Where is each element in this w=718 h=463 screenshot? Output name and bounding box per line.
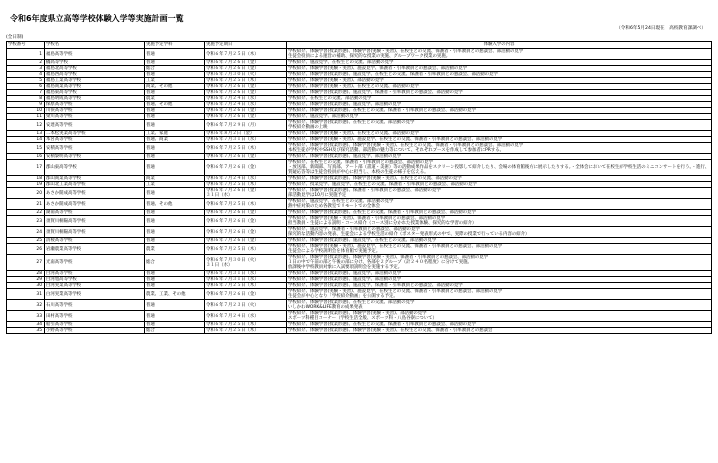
cell-school-number: 3 <box>7 66 45 72</box>
cell-school-number: 33 <box>7 311 45 322</box>
cell-content: 学校紹介、体験学習(授業形態)、保護者・引率教員との懇談会、部活動の見学 部活動見学は10月に実施予定 <box>287 188 712 199</box>
as-of-note: （令和6年5月24日現在 高校教育課調べ） <box>616 26 706 31</box>
table-row <box>7 216 712 227</box>
cell-department: 普通 <box>145 277 205 283</box>
cell-school-number: 6 <box>7 84 45 90</box>
cell-content: 学校紹介、体験学習(授業形態)、体験学習(実験・実習)、在校生との交流、保護者・引率教員との懇談会、部活動の見学 生徒会役員による運営の補助、探究的な授業の実施、グループワーク授業の実施。 <box>287 49 712 60</box>
cell-content: 学校紹介、体験学習(実験・実習)、施設見学、在校生との交流、保護者・引率教員との懇談会、部活動の見学 <box>287 137 712 143</box>
table-row <box>7 199 712 210</box>
cell-department: 普通 <box>145 72 205 78</box>
cell-date: 令和６年７月２６日（金） <box>205 66 287 72</box>
cell-department: 普通 <box>145 238 205 244</box>
cell-content: 学校紹介、施設見学、保護者・引率教員との懇談会、部活動の見学 探究的な活動内容の発表、生徒会による学校生活の紹介（ポスター発表形式の中で、実際の授業で行っている内容の紹介） <box>287 227 712 238</box>
table-row <box>7 188 712 199</box>
cell-content: 学校紹介、体験学習(授業形態)、施設見学、部活動の見学 <box>287 271 712 277</box>
table-row <box>7 289 712 300</box>
cell-school-name: 福島高等学校 <box>45 49 145 60</box>
cell-date: 令和６年７月２６日（金） <box>205 289 287 300</box>
cell-school-name: 石川高等学校 <box>45 300 145 311</box>
cell-department: 普通 <box>145 143 205 154</box>
cell-date: 令和６年７月２５日（木） <box>205 283 287 289</box>
cell-school-number: 22 <box>7 210 45 216</box>
cell-school-name: 清稜高等学校 <box>45 238 145 244</box>
table-row <box>7 227 712 238</box>
cell-school-number: 1 <box>7 49 45 60</box>
cell-content: 学校紹介、体験学習(授業形態)、在校生との交流、保護者・引率教員との懇談会、部活動の見学 <box>287 108 712 114</box>
cell-content: 学校紹介、体験学習(授業形態)、在校生との交流、部活動の見学 学校紹介動画の上映 <box>287 120 712 131</box>
cell-school-number: 17 <box>7 160 45 176</box>
cell-date: 令和６年７月２６日（金） <box>205 227 287 238</box>
cell-date: 令和６年７月２６日（金） <box>205 154 287 160</box>
cell-school-number: 4 <box>7 72 45 78</box>
cell-department: 普通 <box>145 283 205 289</box>
cell-school-name: 岩瀬農業高等学校 <box>45 244 145 255</box>
cell-date: 令和６年７月２５日（木） <box>205 199 287 210</box>
cell-school-name: 郡山商業高等学校 <box>45 176 145 182</box>
cell-school-name: 船引高等学校 <box>45 322 145 328</box>
cell-content: 学校紹介、体験学習(授業形態)、体験学習(実験・実習)、部活動の見学 スポーツ科種目コーナー（学校生活全般、スポーツ科・八島谷寮について） <box>287 311 712 322</box>
cell-content: 学校紹介、体験学習(実験・実習)、部活動の見学 <box>287 78 712 84</box>
cell-school-number: 29 <box>7 277 45 283</box>
table-row <box>7 311 712 322</box>
cell-department: 普通 <box>145 216 205 227</box>
cell-school-number: 8 <box>7 96 45 102</box>
cell-school-name: 本宮高等学校 <box>45 137 145 143</box>
cell-date: 令和６年７月２４日（水） <box>205 311 287 322</box>
cell-school-number: 7 <box>7 90 45 96</box>
cell-school-name: 福島商業高等学校 <box>45 84 145 90</box>
cell-school-number: 24 <box>7 227 45 238</box>
cell-date: 令和６年７月２６日（金） <box>205 60 287 66</box>
cell-school-number: 15 <box>7 143 45 154</box>
cell-content: 学校紹介、体験学習(実験・実習)、在校生との交流、部活動の見学 <box>287 84 712 90</box>
cell-date: 令和６年７月２９日（月） <box>205 120 287 131</box>
cell-content: 学校紹介、体験学習(授業形態)、体験学習(実験・実習)、在校生との交流、保護者・引率教員との懇談会、部活動の見学 本校生徒が学校やSSH及び探究活動、部活動の魅力等について、それぞれブースを作成して参加者にPRする。 <box>287 143 712 154</box>
cell-department: 工業、家庭 <box>145 131 205 137</box>
cell-department: 普通 <box>145 154 205 160</box>
cell-department: 工業 <box>145 182 205 188</box>
cell-school-name: 福島西高等学校 <box>45 72 145 78</box>
cell-date: 令和６年７月２５日（木） <box>205 322 287 328</box>
cell-date: 令和６年７月３０日（火） ３１日（水） <box>205 255 287 271</box>
cell-department: 普通、その他 <box>145 102 205 108</box>
cell-content: 学校紹介、施設見学、部活動の見学 <box>287 114 712 120</box>
cell-content: 学校紹介、在校生との交流、部活動の見学 <box>287 96 712 102</box>
cell-content: 学校紹介、体験学習(授業形態)、在校生との交流、保護者・引率教員との懇談会、部活動の見学 <box>287 210 712 216</box>
cell-content: 学校紹介、授業見学、施設見学、在校生との交流、保護者・引率教員との懇談会、部活動の見学 <box>287 182 712 188</box>
table-row <box>7 143 712 154</box>
cell-school-name: 郡山東高等学校 <box>45 160 145 176</box>
cell-department: 普通、商業 <box>145 137 205 143</box>
cell-school-number: 26 <box>7 244 45 255</box>
cell-school-name: 福島北高等学校 <box>45 66 145 72</box>
cell-date: 令和６年７月２５日（木） <box>205 49 287 60</box>
cell-content: 学校紹介、施設見学、在校生との交流、部活動の見学 <box>287 60 712 66</box>
cell-school-number: 27 <box>7 255 45 271</box>
header-row <box>7 42 712 49</box>
table-row <box>7 255 712 271</box>
page-title: 令和6年度県立高等学校体験入学等実施計画一覧 <box>10 14 184 23</box>
cell-department: 普通 <box>145 227 205 238</box>
cell-school-number: 13 <box>7 131 45 137</box>
cell-school-name: 梁川高等学校 <box>45 114 145 120</box>
cell-school-number: 23 <box>7 216 45 227</box>
cell-department: 普通 <box>145 108 205 114</box>
table-row <box>7 244 712 255</box>
cell-school-name: 小野高等学校 <box>45 328 145 334</box>
header-no: 学校番号 <box>7 42 45 49</box>
cell-school-name: 福島工業高等学校 <box>45 78 145 84</box>
table-row <box>7 120 712 131</box>
cell-school-name: 安積高等学校 <box>45 143 145 154</box>
table-row <box>7 300 712 311</box>
cell-school-name: 橘高等学校 <box>45 60 145 66</box>
cell-content: 学校紹介、体験学習(授業形態)、施設見学、在校生との交流、部活動の見学 <box>287 238 712 244</box>
cell-content: 学校紹介、体験学習(実験・実習)、保護者・引率教員との懇談会、部活動の見学 担当教員・生徒による説明・コース紹介（コース別に分かれた授業体験、探究的な学習の紹介） <box>287 216 712 227</box>
cell-department: 工業 <box>145 78 205 84</box>
cell-school-number: 10 <box>7 108 45 114</box>
cell-school-name: 須賀川桐陽高等学校 <box>45 216 145 227</box>
cell-school-name: 須賀川桐陽高等学校 <box>45 227 145 238</box>
cell-school-number: 25 <box>7 238 45 244</box>
plan-table <box>6 41 712 334</box>
cell-school-number: 5 <box>7 78 45 84</box>
cell-date: 令和６年７月２６日（金） <box>205 216 287 227</box>
cell-date: 令和６年７月３１日（水） <box>205 277 287 283</box>
cell-department: 総合 <box>145 328 205 334</box>
cell-date: 令和６年７月２４日（水） <box>205 102 287 108</box>
header-date: 実施予定期日 <box>205 42 287 49</box>
table-row <box>7 328 712 334</box>
cell-school-name: あさか開成高等学校 <box>45 188 145 199</box>
cell-school-name: 福島明成高等学校 <box>45 96 145 102</box>
cell-school-name: 白河高等学校 <box>45 271 145 277</box>
cell-department: 普通、その他 <box>145 199 205 210</box>
cell-school-number: 2 <box>7 60 45 66</box>
cell-school-number: 9 <box>7 102 45 108</box>
cell-school-name: 保原高等学校 <box>45 102 145 108</box>
cell-school-name: 郡山北工業高等学校 <box>45 182 145 188</box>
cell-department: 普通 <box>145 160 205 176</box>
cell-school-name: 安積黎明高等学校 <box>45 154 145 160</box>
header-school: 学校名 <box>45 42 145 49</box>
cell-department: 普通 <box>145 49 205 60</box>
cell-content: 学校紹介、体験学習(授業形態)、体験学習(実験・実習)、在校生との交流、部活動の見学 <box>287 176 712 182</box>
cell-school-number: 28 <box>7 271 45 277</box>
cell-content: 学校紹介、体験学習(授業形態)、施設見学、部活動の見学 <box>287 102 712 108</box>
cell-department: 普通 <box>145 114 205 120</box>
cell-content: 学校紹介、体験学習(授業形態)、在校生との交流、保護者・引率教員との懇談会、部活動の見学 <box>287 322 712 328</box>
cell-content: 学校紹介、在校生との交流、保護者・引率教員との懇談会、部活動の見学 ・放送部、新聞部、写真部、アート部（書道・美術）等の活動成果作品をスクリーン投影して紹介したり、会場の体育館後方に展示したりする。・全体会において在校生が学校生活のミニコンサートを行う。・進行、質疑応答等は生徒会役員が中心に担当し、本校の生徒の様子を伝える。 <box>287 160 712 176</box>
cell-school-name: 光南高等学校 <box>45 255 145 271</box>
cell-school-number: 30 <box>7 283 45 289</box>
cell-school-number: 18 <box>7 176 45 182</box>
cell-department: 商業 <box>145 176 205 182</box>
cell-date: 令和６年７月２４日（水） <box>205 96 287 102</box>
cell-school-name: 白河旭高等学校 <box>45 277 145 283</box>
cell-school-number: 31 <box>7 289 45 300</box>
cell-department: 総合 <box>145 255 205 271</box>
cell-department: 普通 <box>145 311 205 322</box>
cell-department: 普通 <box>145 271 205 277</box>
cell-date: 令和６年７月２５日（木） <box>205 244 287 255</box>
cell-school-name: 川俣高等学校 <box>45 108 145 114</box>
cell-date: 令和６年７月３１日（水） <box>205 271 287 277</box>
cell-content: 学校紹介、体験学習(授業形態)、体験学習(実験・実習)、在校生との交流、保護者・引率教員との懇談会 <box>287 328 712 334</box>
cell-school-number: 20 <box>7 188 45 199</box>
cell-school-number: 19 <box>7 182 45 188</box>
cell-department: 普通 <box>145 300 205 311</box>
cell-date: 令和６年７月２５日（木） <box>205 328 287 334</box>
cell-content: 学校紹介、体験学習(授業形態)、施設見学、在校生との交流、保護者・引率教員との懇談会、部活動の見学 <box>287 72 712 78</box>
cell-department: 普通 <box>145 90 205 96</box>
cell-school-name: あさか開成高等学校 <box>45 199 145 210</box>
cell-department: 農業 <box>145 244 205 255</box>
cell-school-number: 14 <box>7 137 45 143</box>
cell-school-name: 白河実業高等学校 <box>45 283 145 289</box>
cell-school-name: 安達高等学校 <box>45 120 145 131</box>
cell-date: 令和６年７月３０日（火） <box>205 72 287 78</box>
cell-school-name: 二本松実業高等学校 <box>45 131 145 137</box>
cell-department: 普通 <box>145 60 205 66</box>
cell-date: 令和６年７月２６日（金） ３１日（水） <box>205 188 287 199</box>
cell-content: 学校紹介、体験学習(授業形態)、施設見学、保護者・引率教員との懇談会、部活動の見学 <box>287 283 712 289</box>
cell-content: 学校紹介、体験学習(授業形態)、施設見学、保護者・引率教員との懇談会、部活動の見学 <box>287 90 712 96</box>
header-dept: 実施予定学科 <box>145 42 205 49</box>
cell-date: 令和６年７月２５日（木） <box>205 182 287 188</box>
cell-content: 学校紹介、体験学習(実験・実習)、施設見学、在校生との交流、保護者・引率教員との懇談会、部活動の見学 生徒会が中心となり「学校紹介動画」を公開する予定。 <box>287 289 712 300</box>
cell-school-number: 11 <box>7 114 45 120</box>
cell-content: 学校紹介、体験学習(実験・実習)、在校生との交流、部活動の見学 <box>287 131 712 137</box>
cell-department: 普通 <box>145 120 205 131</box>
cell-date: 令和６年７月２６日（金） <box>205 238 287 244</box>
cell-department: 農業、工業、その他 <box>145 289 205 300</box>
cell-content: 学校紹介、体験学習(実験・実習)、施設見学、保護者・引率教員との懇談会、部活動の見学 <box>287 66 712 72</box>
table-row <box>7 49 712 60</box>
cell-date: 令和６年７月２６日（金） <box>205 108 287 114</box>
cell-school-number: 21 <box>7 199 45 210</box>
cell-school-name: 福島東高等学校 <box>45 90 145 96</box>
cell-date: 令和６年７月２６日（金） <box>205 90 287 96</box>
cell-department: 普通 <box>145 210 205 216</box>
cell-school-name: 湖南高等学校 <box>45 210 145 216</box>
cell-department: 総合 <box>145 66 205 72</box>
scope-label: (全日制) <box>6 35 24 40</box>
cell-department: 普通 <box>145 322 205 328</box>
table-body <box>7 49 712 334</box>
cell-department: 普通 <box>145 188 205 199</box>
cell-date: 令和６年７月２５日（木） <box>205 78 287 84</box>
cell-content: 学校紹介、体験学習(授業形態)、施設見学、部活動の見学 <box>287 277 712 283</box>
cell-school-number: 16 <box>7 154 45 160</box>
cell-content: 学校紹介、施設見学、在校生との交流、部活動の見学 熱中症対策のため各教室でリモートでの全体会 <box>287 199 712 210</box>
cell-date: 令和６年７月２６日（金） <box>205 160 287 176</box>
cell-department: 商業、その他 <box>145 84 205 90</box>
table-row <box>7 160 712 176</box>
cell-date: 令和６年７月２６日（金） <box>205 84 287 90</box>
cell-date: 令和６年７月３１日（水） <box>205 137 287 143</box>
cell-school-number: 32 <box>7 300 45 311</box>
cell-school-number: 12 <box>7 120 45 131</box>
cell-date: 令和６年７月２４日（水） <box>205 176 287 182</box>
cell-date: 令和６年７月２３日（火） <box>205 300 287 311</box>
cell-school-name: 白河実業高等学校 <box>45 289 145 300</box>
cell-content: 学校紹介、体験学習(授業形態)、在校生との交流、部活動の見学 いしかわWORK&LIFE教育の成果発表 <box>287 300 712 311</box>
cell-date: 令和６年７月２６日（金） <box>205 114 287 120</box>
cell-content: 学校紹介、体験学習(授業形態)、体験学習(実験・実習)、保護者・引率教員との懇談会、部活動の見学 １日の中で午前の部と午後の部に分け、各部を２グループ（計２４０名程度）に分けて実施。 放課後中学校教員対象に入試要項説明会を実施する予定。 <box>287 255 712 271</box>
cell-department: 農業 <box>145 96 205 102</box>
cell-content: 学校紹介、体験学習(実験・実習)、施設見学、在校生との交流、保護者・引率教員との懇談会、部活動の見学 生徒会による学校説明会を体育館で実施予定。 <box>287 244 712 255</box>
cell-date: 令和６年７月２５日（木） <box>205 143 287 154</box>
cell-date: 令和６年７月２６日（金） <box>205 210 287 216</box>
cell-content: 学校紹介、体験学習(授業形態)、施設見学、部活動の見学 <box>287 154 712 160</box>
cell-date: 令和６年８月２日（金） <box>205 131 287 137</box>
header-content: 体験入学の内容 <box>287 42 712 49</box>
cell-school-number: 34 <box>7 322 45 328</box>
cell-school-number: 35 <box>7 328 45 334</box>
cell-school-name: 田村高等学校 <box>45 311 145 322</box>
